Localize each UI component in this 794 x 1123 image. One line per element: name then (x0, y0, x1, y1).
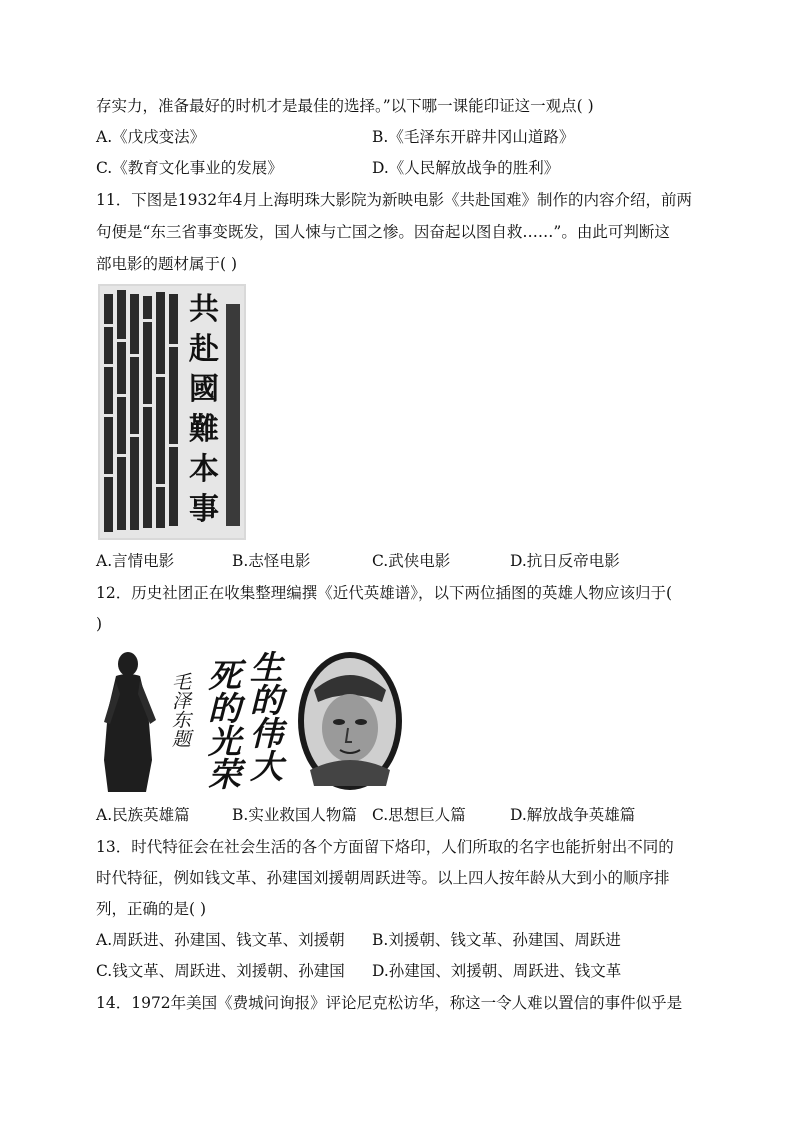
q13-option-d: D.孙建国、刘援朝、周跃进、钱文革 (372, 962, 622, 980)
statue-image (98, 650, 164, 792)
q13-line-3: 列，正确的是( ) (96, 900, 207, 918)
q13-option-b: B.刘援朝、钱文革、孙建国、周跃进 (372, 931, 621, 949)
q10-option-a: A.《戊戌变法》 (96, 128, 206, 146)
q14-line-1: 14．1972年美国《费城问询报》评论尼克松访华，称这一令人难以置信的事件似乎是 (96, 994, 683, 1012)
calligraphy-column-2: 死的光荣 (203, 658, 242, 790)
q10-option-d: D.《人民解放战争的胜利》 (372, 159, 560, 177)
q11-option-a: A.言情电影 (96, 552, 175, 570)
q12-option-d: D.解放战争英雄篇 (510, 806, 636, 824)
q11-option-d: D.抗日反帝电影 (510, 552, 620, 570)
poster-title-char: 國 (189, 372, 219, 407)
q13-line-2: 时代特征，例如钱文革、孙建国刘援朝周跃进等。以上四人按年龄从大到小的顺序排 (96, 869, 670, 887)
poster-title-char: 本 (189, 452, 219, 487)
q12-option-c: C.思想巨人篇 (372, 806, 466, 824)
q12-option-a: A.民族英雄篇 (96, 806, 190, 824)
poster-title-char: 難 (189, 412, 219, 447)
q11-option-b: B.志怪电影 (232, 552, 311, 570)
q12-line-1: 12．历史社团正在收集整理编撰《近代英雄谱》，以下两位插图的英雄人物应该归于( (96, 584, 673, 602)
q13-option-c: C.钱文革、周跃进、刘援朝、孙建国 (96, 962, 345, 980)
calligraphy-column-1: 生的伟大 (245, 650, 284, 782)
poster-title-char: 共 (189, 292, 219, 327)
poster-title (184, 290, 224, 530)
portrait-graphic (296, 650, 404, 792)
hero-portrait-image (296, 650, 404, 792)
film-poster-image (98, 284, 246, 540)
q10-option-b: B.《毛泽东开辟井冈山道路》 (372, 128, 575, 146)
poster-title-char: 赴 (189, 332, 219, 367)
q11-option-c: C.武侠电影 (372, 552, 451, 570)
q10-option-c: C.《教育文化事业的发展》 (96, 159, 283, 177)
q10-text: 存实力，准备最好的时机才是最佳的选择。”以下哪一课能印证这一观点( ) (96, 97, 594, 115)
q12-line-2: ) (96, 615, 103, 633)
q13-option-a: A.周跃进、孙建国、钱文革、刘援朝 (96, 931, 345, 949)
statue-silhouette-graphic (98, 650, 164, 792)
calligraphy-inscription (168, 650, 286, 792)
q12-option-b: B.实业救国人物篇 (232, 806, 357, 824)
q11-line-3: 部电影的题材属于( ) (96, 255, 238, 273)
q13-line-1: 13．时代特征会在社会生活的各个方面留下烙印，人们所取的名字也能折射出不同的 (96, 838, 674, 856)
q11-line-2: 句便是“东三省事变既发，国人悚与亡国之惨。因奋起以图自救……”。由此可判断这 (96, 223, 670, 241)
calligraphy-signature: 毛泽东题 (169, 672, 191, 748)
poster-title-char: 事 (189, 492, 219, 527)
q11-line-1: 11．下图是1932年4月上海明珠大影院为新映电影《共赴国难》制作的内容介绍，前两 (96, 191, 693, 209)
